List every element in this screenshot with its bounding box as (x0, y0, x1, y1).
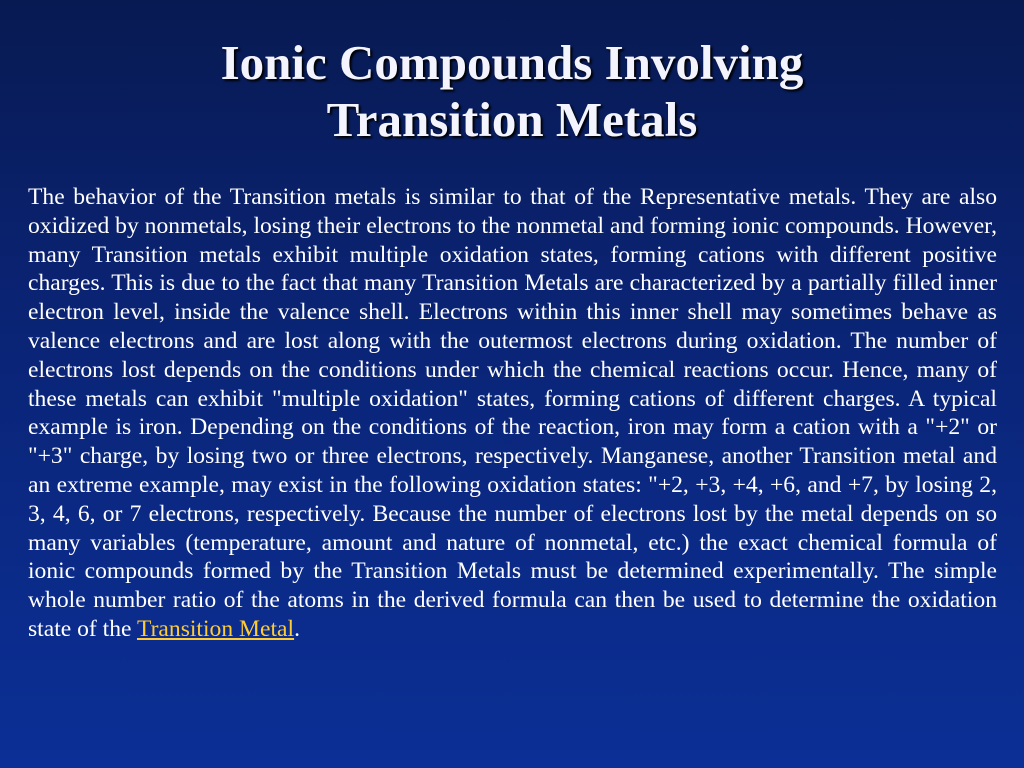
transition-metal-link[interactable]: Transition Metal (136, 615, 295, 642)
slide-title-line-1: Ionic Compounds Involving (220, 35, 804, 90)
slide-title (0, 34, 1024, 148)
body-text: The behavior of the Transition metals is similar to that of the Representative metals. They are also oxidized by nonmetals, losing their electrons to the nonmetal and forming ionic compounds. However, many Transition metals exhibit multiple oxidation states, forming cations with different positive charges. This is due to the fact that many Transition Metals are characterized by a partially filled inner electron level, inside the valence shell. Electrons within this inner shell may sometimes behave as valence electrons and are lost along with the outermost electrons during oxidation. The number of electrons lost depends on the conditions under which the chemical reactions occur. Hence, many of these metals can exhibit "multiple oxidation" states, forming cations of different charges. A typical example is iron. Depending on the conditions of the reaction, iron may form a cation with a "+2" or "+3" charge, by losing two or three electrons, respectively. Manganese, another Transition metal and an extreme example, may exist in the following oxidation states: "+2, +3, +4, +6, and +7, by losing 2, 3, 4, 6, or 7 electrons, respectively. Because the number of electrons lost by the metal depends on so many variables (temperature, amount and nature of nonmetal, etc.) the exact chemical formula of ionic compounds formed by the Transition Metals must be determined experimentally. The simple whole number ratio of the atoms in the derived formula can then be used to determine the oxidation state of the (28, 184, 997, 642)
body-trailing-period: . (294, 615, 300, 642)
body-paragraph (28, 183, 997, 644)
slide-title-line-2: Transition Metals (326, 92, 698, 147)
